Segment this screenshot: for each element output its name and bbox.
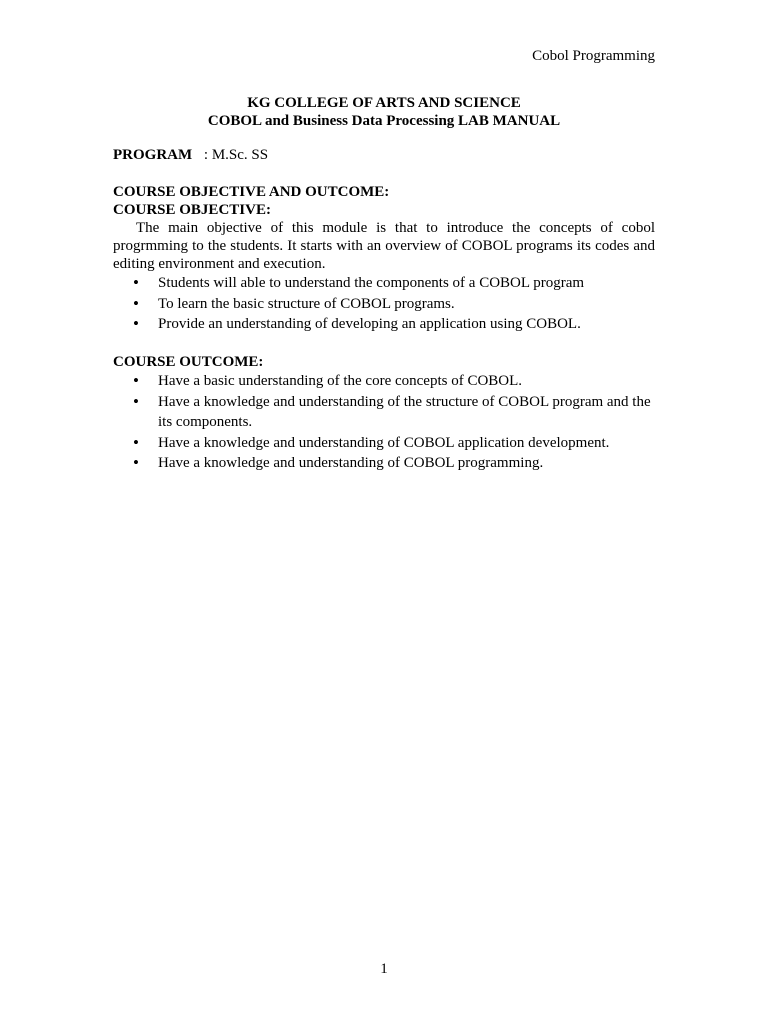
list-item: • To learn the basic structure of COBOL programs. <box>113 294 655 315</box>
objective-bullet-list <box>113 273 655 335</box>
course-outcome-section <box>113 353 655 474</box>
list-item: • Have a knowledge and understanding of COBOL application development. <box>113 433 655 454</box>
college-name: KG COLLEGE OF ARTS AND SCIENCE <box>247 95 521 111</box>
objective-outcome-heading: COURSE OBJECTIVE AND OUTCOME: <box>113 184 390 200</box>
running-header: Cobol Programming <box>532 48 655 64</box>
list-item: • Have a knowledge and understanding of the structure of COBOL program and the its components. <box>113 392 655 433</box>
list-item: • Students will able to understand the components of a COBOL program <box>113 273 655 294</box>
list-item: • Have a knowledge and understanding of COBOL programming. <box>113 453 655 474</box>
course-objective-section <box>113 183 655 335</box>
program-label: PROGRAM <box>113 147 193 163</box>
course-objective-heading: COURSE OBJECTIVE: <box>113 202 271 218</box>
list-item: • Have a basic understanding of the core concepts of COBOL. <box>113 371 655 392</box>
program-value: : M.Sc. SS <box>203 147 269 163</box>
title-block <box>113 94 655 130</box>
course-outcome-heading: COURSE OUTCOME: <box>113 354 264 370</box>
objective-paragraph: The main objective of this module is that to introduce the concepts of cobol progrmming to the students. It starts with an overview of COBOL programs its codes and editing environment and execution. <box>113 220 655 272</box>
program-line <box>113 146 268 164</box>
manual-title: COBOL and Business Data Processing LAB MANUAL <box>207 113 561 129</box>
page-number: 1 <box>380 961 388 977</box>
outcome-bullet-list <box>113 371 655 474</box>
list-item: • Provide an understanding of developing an application using COBOL. <box>113 314 655 335</box>
